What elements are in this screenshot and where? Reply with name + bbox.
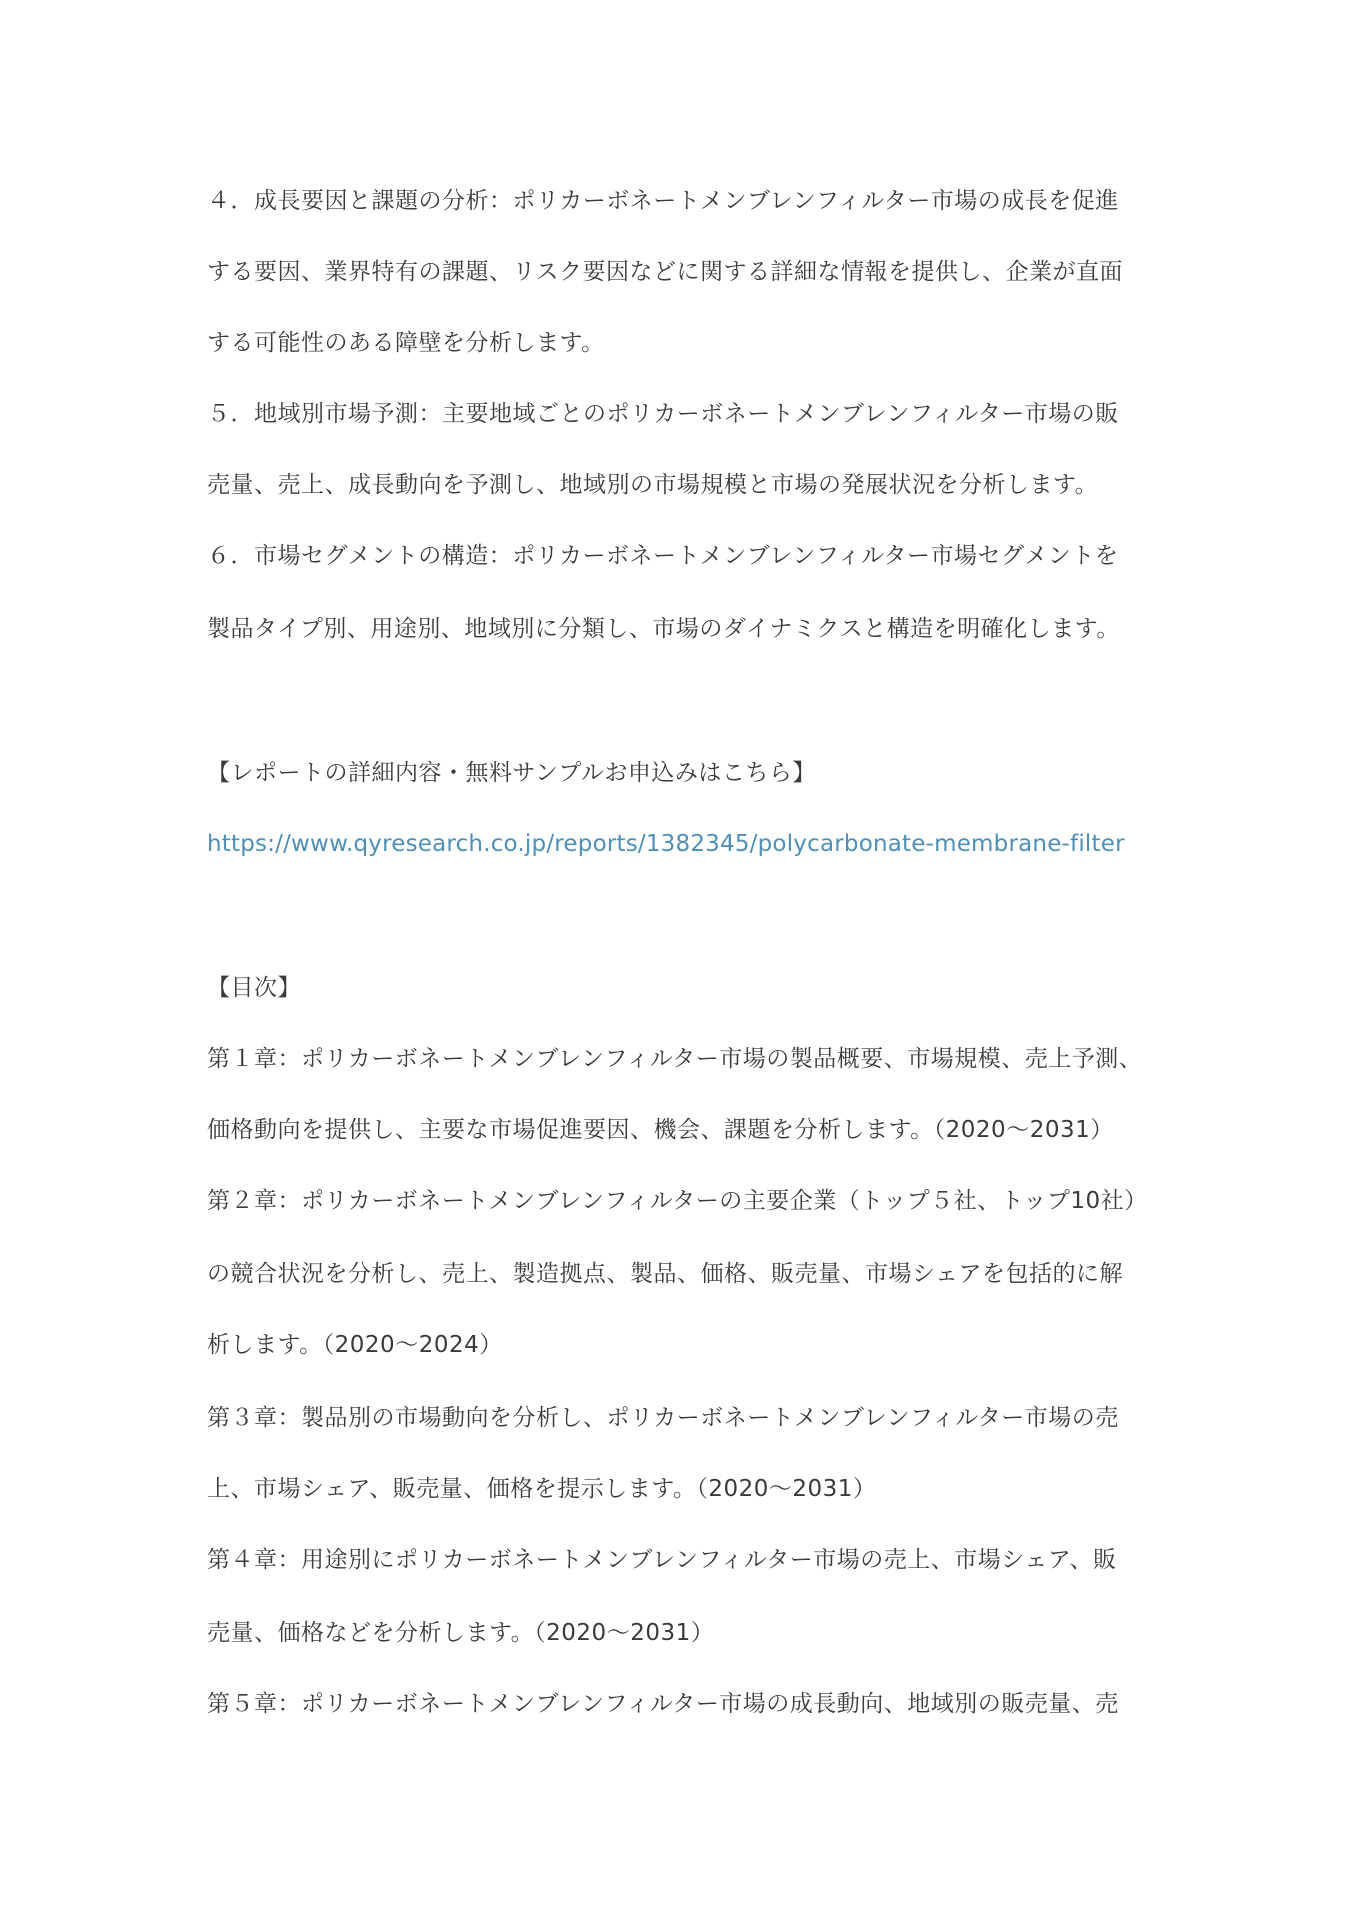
chapter-3-line-1: 第３章：製品別の市場動向を分析し、ポリカーボネートメンブレンフィルター市場の売 (207, 1405, 1119, 1431)
chapter-5-line-1: 第５章：ポリカーボネートメンブレンフィルター市場の成長動向、地域別の販売量、売 (207, 1691, 1119, 1717)
toc-heading: 【目次】 (207, 975, 301, 1001)
item-6-line-1: ６．市場セグメントの構造：ポリカーボネートメンブレンフィルター市場セグメントを (207, 543, 1119, 569)
item-4-line-1: ４．成長要因と課題の分析：ポリカーボネートメンブレンフィルター市場の成長を促進 (207, 188, 1119, 214)
report-link-line (207, 829, 1167, 859)
item-6-line-2: 製品タイプ別、用途別、地域別に分類し、市場のダイナミクスと構造を明確化します。 (207, 616, 1120, 642)
chapter-2-line-2: の競合状況を分析し、売上、製造拠点、製品、価格、販売量、市場シェアを包括的に解 (207, 1261, 1124, 1287)
item-5-line-1: ５．地域別市場予測：主要地域ごとのポリカーボネートメンブレンフィルター市場の販 (207, 401, 1119, 427)
chapter-3-line-2: 上、市場シェア、販売量、価格を提示します。（2020～2031） (207, 1476, 877, 1502)
chapter-2-line-3: 析します。（2020～2024） (207, 1332, 503, 1358)
item-4-line-2: する要因、業界特有の課題、リスク要因などに関する詳細な情報を提供し、企業が直面 (207, 259, 1124, 285)
chapter-4-line-1: 第４章：用途別にポリカーボネートメンブレンフィルター市場の売上、市場シェア、販 (207, 1547, 1117, 1573)
item-4-line-3: する可能性のある障壁を分析します。 (207, 330, 605, 356)
chapter-2-line-1: 第２章：ポリカーボネートメンブレンフィルターの主要企業（トップ５社、トップ10社） (207, 1188, 1148, 1214)
chapter-1-line-1: 第１章：ポリカーボネートメンブレンフィルター市場の製品概要、市場規模、売上予測、 (207, 1046, 1143, 1072)
chapter-4-line-2: 売量、価格などを分析します。（2020～2031） (207, 1620, 715, 1646)
item-5-line-2: 売量、売上、成長動向を予測し、地域別の市場規模と市場の発展状況を分析します。 (207, 472, 1099, 498)
chapter-1-line-2: 価格動向を提供し、主要な市場促進要因、機会、課題を分析します。（2020～2031） (207, 1117, 1114, 1143)
report-details-heading: 【レポートの詳細内容・無料サンプルお申込みはこちら】 (207, 760, 816, 786)
report-link[interactable]: https://www.qyresearch.co.jp/reports/1382345/polycarbonate-membrane-filter (207, 831, 1125, 857)
